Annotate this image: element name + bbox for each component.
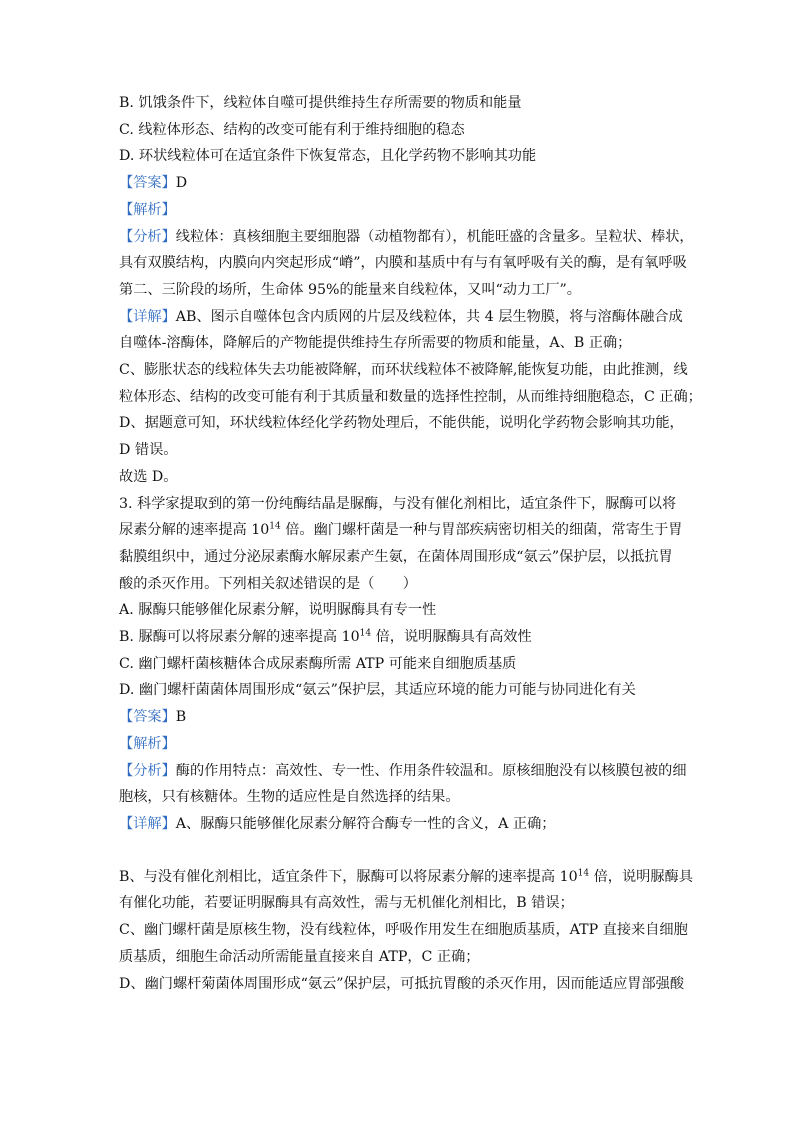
text: D. 幽门螺杆菌菌体周围形成“氨云”保护层，其适应环境的能力可能与协同进化有关 (119, 682, 636, 699)
text: 倍，说明脲酶具 (589, 868, 693, 885)
text: 倍，说明脲酶具有高效性 (371, 629, 532, 646)
xiangjie-line-4 (119, 384, 702, 411)
answer-tag: 【答案】 (119, 175, 176, 192)
conclusion-line (119, 464, 679, 491)
question-3-line-3 (119, 544, 679, 571)
analysis-tag: 【解析】 (119, 201, 176, 218)
text: B. 脲酶可以将尿素分解的速率提高 10 (119, 629, 360, 646)
text: B、与没有催化剂相比，适宜条件下，脲酶可以将尿素分解的速率提高 10 (119, 868, 578, 885)
text: C. 幽门螺杆菌核糖体合成尿素酶所需 ATP 可能来自细胞质基质 (119, 655, 517, 672)
text: 第二、三阶段的场所，生命体 95%的能量来自线粒体，又叫“动力工厂”。 (119, 281, 581, 298)
fenxi-tag: 【分析】 (119, 762, 176, 779)
blank-gap (119, 838, 679, 864)
option-c-line (119, 117, 679, 144)
fenxi-3-line-1 (119, 758, 687, 785)
text: 粒体形态、结构的改变可能有利于其质量和数量的选择性控制，从而维持细胞稳态，C 正确； (119, 388, 702, 405)
xiangjie-line-3 (119, 357, 688, 384)
question-3-option-c (119, 651, 679, 678)
xiangjie-line-1 (119, 304, 683, 331)
xiangjie-tag: 【详解】 (119, 815, 176, 832)
text: 酶的作用特点：高效性、专一性、作用条件较温和。原核细胞没有以核膜包被的细 (175, 762, 687, 779)
fenxi-tag: 【分析】 (119, 228, 176, 245)
question-3-option-d (119, 677, 679, 704)
text: 尿素分解的速率提高 10 (119, 522, 270, 539)
text: 酸的杀灭作用。下列相关叙述错误的是（ ） (119, 575, 417, 592)
text: 胞核，只有核糖体。生物的适应性是自然选择的结果。 (119, 789, 460, 806)
question-3-option-b (119, 624, 679, 651)
text: 倍。幽门螺杆菌是一种与胃部疾病密切相关的细菌，常寄生于胃 (280, 522, 683, 539)
fenxi-line-2 (119, 250, 687, 277)
question-3-line-2 (119, 517, 683, 544)
question-3-line-4 (119, 571, 679, 598)
text: D 错误。 (119, 442, 178, 459)
text: AB、图示自噬体包含内质网的片层及线粒体，共 4 层生物膜，将与溶酶体融合成 (175, 308, 683, 325)
answer-3-line (119, 704, 679, 731)
superscript: 14 (577, 867, 590, 878)
text: C、膨胀状态的线粒体失去功能被降解，而环状线粒体不被降解,能恢复功能，由此推测，线 (119, 362, 688, 379)
analysis-heading (119, 197, 679, 224)
xiangjie-line-5 (119, 410, 684, 437)
superscript: 14 (359, 628, 372, 639)
xiangjie-3-line-d1 (119, 971, 685, 998)
fenxi-line-1 (119, 224, 694, 251)
fenxi-line-3 (119, 277, 679, 304)
text: D、据题意可知，环状线粒体经化学药物处理后，不能供能，说明化学药物会影响其功能， (119, 415, 684, 432)
xiangjie-tag: 【详解】 (119, 308, 176, 325)
text: C、幽门螺杆菌是原核生物，没有线粒体，呼吸作用发生在细胞质基质，ATP 直接来自细胞 (119, 922, 688, 939)
option-d-line (119, 143, 679, 170)
text: 线粒体：真核细胞主要细胞器（动植物都有），机能旺盛的含量多。呈粒状、棒状， (175, 228, 694, 245)
text: D. 环状线粒体可在适宜条件下恢复常态，且化学药物不影响其功能 (119, 148, 537, 165)
answer-value: B (175, 709, 187, 726)
text: 3. 科学家提取到的第一份纯酶结晶是脲酶，与没有催化剂相比，适宜条件下，脲酶可以将 (119, 495, 677, 512)
xiangjie-line-6 (119, 437, 679, 464)
xiangjie-line-2 (119, 330, 679, 357)
text: B. 饥饿条件下，线粒体自噬可提供维持生存所需要的物质和能量 (119, 95, 522, 111)
text: 自噬体-溶酶体，降解后的产物能提供维持生存所需要的物质和能量，A、B 正确； (119, 335, 632, 352)
text: 黏膜组织中，通过分泌尿素酶水解尿素产生氨，在菌体周围形成“氨云”保护层，以抵抗胃 (119, 548, 673, 565)
question-3-option-a (119, 597, 679, 624)
option-b-line (119, 90, 679, 117)
superscript: 14 (269, 521, 281, 532)
answer-line (119, 170, 679, 197)
analysis-3-heading (119, 731, 679, 758)
question-3-line-1 (119, 491, 679, 518)
xiangjie-3-line-b1 (119, 864, 693, 891)
text: 质基质，细胞生命活动所需能量直接来自 ATP，C 正确； (119, 948, 480, 965)
text: 有催化功能，若要证明脲酶具有高效性，需与无机催化剂相比，B 错误； (119, 895, 574, 912)
text: A. 脲酶只能够催化尿素分解，说明脲酶具有专一性 (119, 602, 437, 619)
text: A、脲酶只能够催化尿素分解符合酶专一性的含义，A 正确； (175, 815, 556, 832)
xiangjie-3-line-a (119, 811, 679, 838)
text: D、幽门螺杆菊菌体周围形成“氨云”保护层，可抵抗胃酸的杀灭作用，因而能适应胃部强酸 (119, 975, 685, 992)
answer-tag: 【答案】 (119, 709, 176, 726)
xiangjie-3-line-c1 (119, 917, 688, 944)
document-content (119, 90, 702, 997)
text: C. 线粒体形态、结构的改变可能有利于维持细胞的稳态 (119, 121, 465, 138)
xiangjie-3-line-c2 (119, 944, 679, 971)
answer-value: D (175, 175, 188, 192)
fenxi-3-line-2 (119, 784, 679, 811)
xiangjie-3-line-b2 (119, 890, 679, 917)
text: 故选 D。 (119, 468, 178, 485)
text: 具有双膜结构，内膜向内突起形成“嵴”，内膜和基质中有与有氧呼吸有关的酶，是有氧呼吸 (119, 255, 687, 272)
analysis-tag: 【解析】 (119, 735, 176, 752)
